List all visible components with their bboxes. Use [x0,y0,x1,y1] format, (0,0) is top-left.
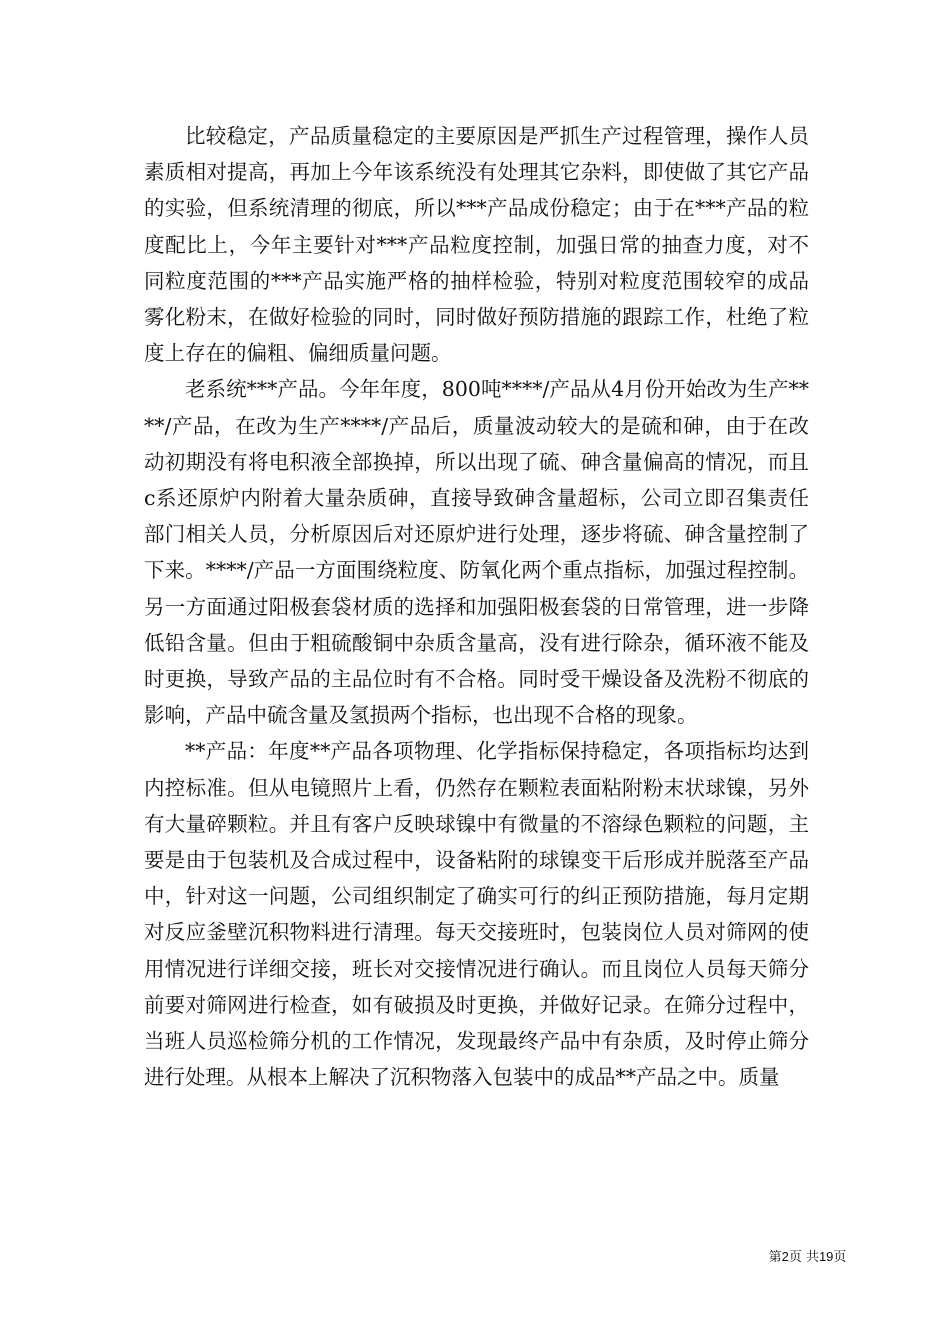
page-footer [0,1246,950,1265]
paragraph-2: 老系统***产品。今年年度，800吨****/产品从4月份开始改为生产****/产品，在改为生产****/产品后，质量波动较大的是硫和砷，由于在改动初期没有将电积液全部换掉，所以出现了硫、砷含量偏高的情况，而且c系还原炉内附着大量杂质砷，直接导致砷含量超标，公司立即召集责任部门相关人员，分析原因后对还原炉进行处理，逐步将硫、砷含量控制了下来。****/产品一方面围绕粒度、防氧化两个重点指标，加强过程控制。另一方面通过阳极套袋材质的选择和加强阳极套袋的日常管理，进一步降低铅含量。但由于粗硫酸铜中杂质含量高，没有进行除杂，循环液不能及时更换，导致产品的主品位时有不合格。同时受干燥设备及洗粉不彻底的影响，产品中硫含量及氢损两个指标，也出现不合格的现象。 [144,377,809,728]
footer-suffix: 页 [833,1250,847,1265]
paragraph-1: 比较稳定，产品质量稳定的主要原因是严抓生产过程管理，操作人员素质相对提高，再加上今年该系统没有处理其它杂料，即使做了其它产品的实验，但系统清理的彻底，所以***产品成份稳定；由于在***产品的粒度配比上，今年主要针对***产品粒度控制，加强日常的抽查力度，对不同粒度范围的***产品实施严格的抽样检验，特别对粒度范围较窄的成品雾化粉末，在做好检验的同时，同时做好预防措施的跟踪工作，杜绝了粒度上存在的偏粗、偏细质量问题。 [144,124,809,366]
footer-prefix: 第 [768,1250,782,1265]
document-body [144,118,809,1095]
paragraph-3: **产品：年度**产品各项物理、化学指标保持稳定，各项指标均达到内控标准。但从电镜照片上看，仍然存在颗粒表面粘附粉末状球镍，另外有大量碎颗粒。并且有客户反映球镍中有微量的不溶绿色颗粒的问题，主要是由于包装机及合成过程中，设备粘附的球镍变干后形成并脱落至产品中，针对这一问题，公司组织制定了确实可行的纠正预防措施，每月定期对反应釜壁沉积物料进行清理。每天交接班时，包装岗位人员对筛网的使用情况进行详细交接，班长对交接情况进行确认。而且岗位人员每天筛分前要对筛网进行检查，如有破损及时更换，并做好记录。在筛分过程中，当班人员巡检筛分机的工作情况，发现最终产品中有杂质，及时停止筛分进行处理。从根本上解决了沉积物落入包装中的成品**产品之中。质量 [144,739,809,1090]
footer-middle: 页 共 [788,1250,819,1265]
footer-total-pages: 19 [818,1249,834,1264]
footer-current-page: 2 [781,1249,789,1264]
